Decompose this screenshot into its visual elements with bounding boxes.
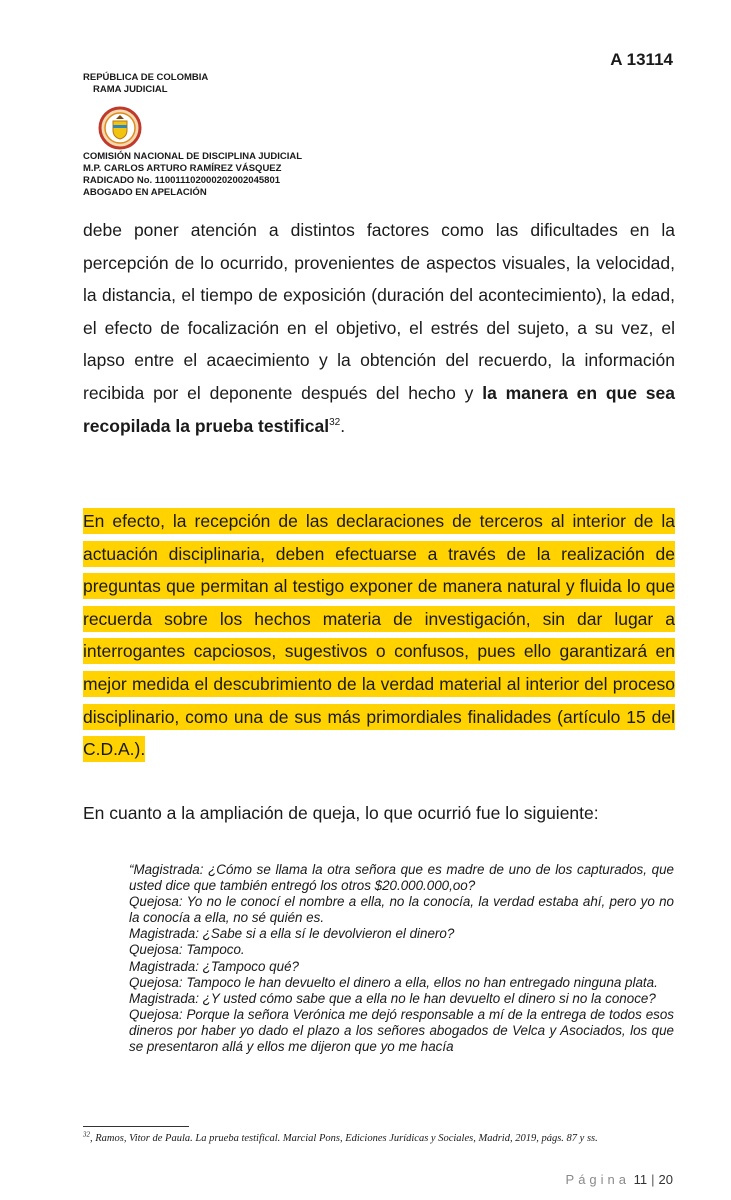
- footnote-number: 32: [83, 1130, 90, 1139]
- footnote-divider: [83, 1126, 189, 1127]
- quote-line: Quejosa: Yo no le conocí el nombre a ella, no la conocía, la verdad estaba ahí, pero yo no la conocía a ella, no sé quién es.: [129, 894, 674, 926]
- page-separator: |: [651, 1172, 655, 1187]
- paragraph-ampliacion: En cuanto a la ampliación de queja, lo que ocurrió fue lo siguiente:: [83, 803, 599, 823]
- testimony-quote: [129, 862, 674, 1055]
- footnote-text: , Ramos, Vitor de Paula. La prueba testifical. Marcial Pons, Ediciones Jurídicas y Sociales, Madrid, 2019, págs. 87 y ss.: [90, 1133, 598, 1144]
- bold-emphasis: la manera en que sea recopilada la prueba testifical: [83, 382, 675, 436]
- highlighted-paragraph: [83, 505, 675, 766]
- quote-line: Quejosa: Tampoco.: [129, 942, 245, 958]
- header-case-info: [83, 151, 302, 199]
- quote-line: Magistrada: ¿Y usted cómo sabe que a ella no le han devuelto el dinero si no la conoce?: [129, 990, 656, 1006]
- footnote-ref[interactable]: 32: [329, 416, 341, 428]
- quote-line: Magistrada: ¿Sabe si a ella sí le devolvieron el dinero?: [129, 926, 455, 942]
- quote-line: “Magistrada: ¿Cómo se llama la otra señora que es madre de uno de los capturados, que usted dice que también entregó los otros $20.000.000,oo?: [129, 862, 674, 894]
- total-pages: 20: [658, 1172, 673, 1187]
- coat-of-arms-icon: [98, 106, 142, 150]
- quote-line: Quejosa: Porque la señora Verónica me dejó responsable a mí de la entrega de todos esos dineros por haber yo dado el plazo a los señores abogados de Velca y Asociados, los que se presentaron allá y ellos me dijeron que yo me hacía: [129, 1006, 674, 1055]
- paragraph-factors: debe poner atención a distintos factores como las dificultades en la percepción de lo ocurrido, provenientes de aspectos visuales, la velocidad, la distancia, el tiempo de exposición (duración del acontecimiento), la edad, el efecto de focalización en el objetivo, el estrés del sujeto, a su vez, el lapso entre el acaecimiento y la obtención del recuerdo, la información recibida por el deponente después del hecho y la manera en que sea recopilada la prueba testifical$^{32}$.: [83, 220, 675, 436]
- highlight: En efecto, la recepción de las declaraciones de terceros al interior de la actuación disciplinaria, deben efectuarse a través de la realización de preguntas que permitan al testigo exponer de manera natural y fluida lo que recuerda sobre los hechos materia de investigación, sin dar lugar a interrogantes capciosos, sugestivos o confusos, pues ello garantizará en mejor medida el descubrimiento de la verdad material al interior del proceso disciplinario, como una de sus más primordiales finalidades (artículo 15 del C.D.A.).: [83, 508, 675, 762]
- header-country: REPÚBLICA DE COLOMBIA: [83, 72, 209, 83]
- header-institution: [83, 72, 208, 96]
- quote-line: Quejosa: Tampoco le han devuelto el dinero a ella, ellos no han entregado ninguna plata.: [129, 974, 658, 990]
- document-code: A 13114: [610, 50, 673, 69]
- header-case-type: ABOGADO EN APELACIÓN: [83, 187, 207, 198]
- page-label: Página: [565, 1172, 631, 1187]
- footnote: [83, 1132, 693, 1146]
- header-radicado: RADICADO No. 110011102000202002045801: [83, 175, 281, 186]
- header-magistrate: M.P. CARLOS ARTURO RAMÍREZ VÁSQUEZ: [83, 163, 282, 174]
- current-page: 11: [633, 1172, 648, 1187]
- header-commission: COMISIÓN NACIONAL DE DISCIPLINA JUDICIAL: [83, 151, 303, 162]
- page-number: [566, 1172, 673, 1187]
- quote-line: Magistrada: ¿Tampoco qué?: [129, 958, 299, 974]
- header-branch: RAMA JUDICIAL: [93, 84, 168, 95]
